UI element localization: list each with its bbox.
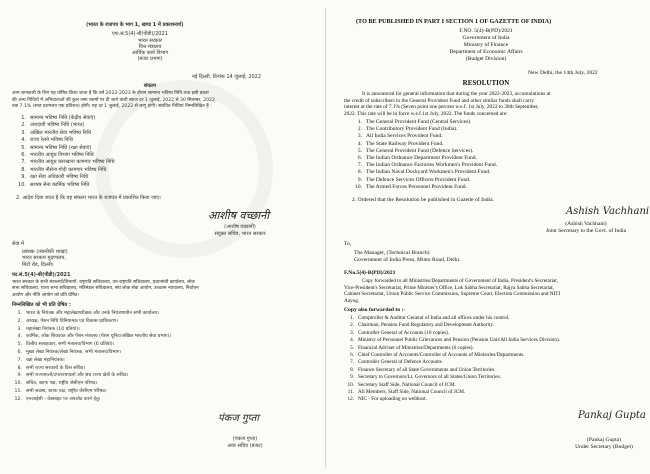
hindi-copy-item: 2. अध्यक्ष, पेंशन निधि विनियामक एवं विकास प्राधिकरण।	[17, 318, 118, 324]
english-fund-item: 10. The Armed Forces Personnel Provident Fund.	[355, 183, 467, 190]
hindi-copy-item: 11. सभी सदस्य, स्टाफ पक्ष, राष्ट्रीय जेसीएम परिषद।	[14, 388, 107, 394]
hindi-signatory-2-desig: अवर सचिव (बजट)	[227, 443, 263, 449]
english-copy-item: 11. All Members, Staff Side, National Council of JCM.	[347, 389, 466, 396]
hindi-para-line: आम जानकारी के लिए यह घोषित किया जाता है कि वर्ष 2022-2023 के दौरान सामान्य भविष्य निधि तथा इसी प्रकार	[12, 91, 209, 96]
english-fund-item: 4. The State Railway Provident Fund.	[357, 140, 444, 147]
english-copy-item: 12. NIC - For uploading on webhost.	[347, 396, 427, 403]
english-signatory-desig: Joint Secretary to the Govt. of India	[545, 228, 627, 234]
hindi-file-no-2: फा.सं.5(4)-बी(पीडी)/2021	[12, 272, 71, 278]
hindi-signature-2: पंकज गुप्ता	[218, 413, 259, 424]
english-file-no-2: F.No.5(4)-B(PD)/2021	[344, 270, 396, 276]
hindi-signatory-desig: संयुक्त सचिव, भारत सरकार	[214, 231, 266, 237]
english-signatory-2-desig: Under Secretary (Budget)	[575, 444, 633, 450]
english-division: (Budget Division)	[465, 56, 507, 62]
english-ministry: Ministry of Finance	[463, 42, 509, 48]
english-fund-list	[352, 119, 497, 191]
hindi-gov: भारत सरकार	[138, 38, 162, 44]
english-para-line: interest at the rate of 7.1% (Seven point one percent w.e.f. 1st July, 2022 to 30th September,	[344, 104, 539, 111]
english-file-no: F.NO. 5(4)-B(PD)/2021	[459, 28, 513, 34]
hindi-copy-line: सभा सचिवालय, राज्य सभा सचिवालय, मंत्रिमंडल सचिवालय, संघ लोक सेवा आयोग, उच्चतम न्यायालय, निर्वाचन	[12, 286, 199, 292]
hindi-signatory-name: (आशीष वच्छानी)	[224, 224, 256, 230]
english-dept: Department of Economic Affairs	[449, 49, 523, 55]
english-copy-item: 2. Chairman, Pension Fund Regulatory and Development Authority.	[350, 322, 494, 329]
hindi-fund-item: 7. भारतीय आयुध कारखाना कामगार भविष्य निधि	[21, 159, 115, 166]
hindi-copy-line: भारत सरकार के सभी मंत्रालयों/विभागों, राष्ट्रपति सचिवालय, उप-राष्ट्रपति सचिवालय, प्रधानमंत्री कार्यालय, लोक	[12, 280, 195, 285]
english-copy-item: 4. Ministry of Personnel Public Grievances and Pension (Pension Unit/All India Services Division).	[350, 337, 560, 344]
hindi-copy-item: 1. भारत के नियंत्रक और महालेखापरीक्षक और उनके नियंत्रणाधीन सभी कार्यालय।	[17, 311, 160, 316]
hindi-copy-item: 9. सभी राज्यपालों/उपराज्यपालों और संघ राज्य क्षेत्रों के सचिव।	[17, 373, 129, 379]
hindi-order: 2. आदेश दिया जाता है कि यह संकल्प भारत के राजपत्र में प्रकाशित किया जाए।	[16, 195, 161, 201]
english-copy-forwarded: Copy also forwarded to :-	[344, 307, 406, 313]
english-signature-2: Pankaj Gupta	[578, 410, 646, 421]
english-fund-item: 6. The Indian Ordnance Department Provident Fund.	[357, 155, 477, 162]
english-copy-item: 3. Controller General of Accounts (10 copies).	[350, 329, 450, 336]
english-signature: Ashish Vachhani	[566, 206, 650, 217]
hindi-copy-paragraph	[12, 280, 322, 299]
english-copy-item: 10. Secretary Staff Side, National Council of JCM.	[347, 381, 456, 388]
hindi-address-line: मिंटो रोड, दिल्ली।	[22, 261, 54, 268]
english-heading: (TO BE PUBLISHED IN PART I SECTION 1 OF GAZETTE OF INDIA)	[356, 18, 552, 25]
hindi-signatory-2-name: (पंकज गुप्ता)	[232, 436, 258, 442]
english-fund-item: 8. The Indian Naval Dockyard Workmen's Provident Fund.	[357, 169, 491, 176]
hindi-to-label: सेवा में	[12, 241, 25, 247]
hindi-copy-item: 5. वित्तीय सलाहकार, सभी मंत्रालय/विभाग (6 प्रतियां)।	[17, 342, 115, 348]
english-copy-line: Vice-President's Secretariat, Prime Minister's Office, Lok Sabha Secretariat, Rajya Sabha Secretariat,	[344, 284, 555, 291]
hindi-fund-item: 10. सशस्त्र सेना कार्मिक भविष्य निधि	[18, 181, 90, 188]
english-fund-item: 5. The General Provident Fund (Defence Services).	[357, 147, 474, 154]
english-copy-item: 9. Secretary to Governors/Lt. Governors of all States/Union Territories.	[350, 374, 501, 381]
english-copy-item: 5. Financial Adviser of Ministries/Departments (6 copies).	[350, 344, 474, 351]
hindi-copy-item: 4. कार्मिक, लोक शिकायत और पेंशन मंत्रालय (पेंशन यूनिट/अखिल भारतीय सेवा प्रभाग)।	[17, 334, 172, 340]
hindi-fund-item: 3. अखिल भारतीय सेवा भविष्य निधि	[21, 129, 92, 136]
hindi-file-no: एफ.सं.5(4)-बी(पीडी)/2021	[112, 31, 168, 37]
english-column	[326, 0, 650, 474]
hindi-address-line: भारत सरकार मुद्रणालय,	[22, 255, 66, 262]
hindi-copy-forwarded: निम्नलिखित को भी प्रति प्रेषित :	[12, 302, 71, 308]
hindi-date: नई दिल्ली, दिनांक 14 जुलाई, 2022	[192, 74, 262, 80]
hindi-copy-item: 12. एनआईसी - वेबसाइट पर अपलोड करने हेतु।	[14, 396, 101, 402]
english-copy-item: 7. Controller General of Defence Accounts	[350, 359, 442, 366]
english-copy-line: Copy forwarded to all Ministries/Departments of Government of India, President's Secretariat,	[362, 278, 558, 284]
hindi-signature: आशीष वच्छानी	[208, 209, 270, 222]
hindi-fund-item: 5. सामान्य भविष्य निधि (रक्षा सेवाएं)	[21, 144, 92, 151]
english-copy-item: 1. Comptroller & Auditor General of India and all offices under his control.	[350, 315, 510, 321]
hindi-copy-item: 3. महालेखा नियंत्रक (10 प्रतियां)।	[17, 326, 80, 332]
english-fund-item: 2. The Contributory Provident Fund (India).	[357, 126, 458, 133]
hindi-fund-item: 1. सामान्य भविष्य निधि (केंद्रीय सेवाएं)	[21, 115, 96, 121]
english-fund-item: 1. The General Provident Fund (Central Services).	[357, 119, 472, 125]
english-address-line: The Manager, (Technical Branch)	[354, 250, 430, 256]
hindi-address-line: प्रबंधक (तकनीकी शाखा)	[22, 249, 68, 255]
english-fund-item: 9. The Defence Services Officers Provident Fund.	[357, 176, 471, 183]
hindi-para-line: तक 7.1% (सात दशमलव एक प्रतिशत) होगी। यह दर 1 जुलाई, 2022 से लागू होगी। संबंधित निधियां निम्नलिखित हैं :	[12, 104, 212, 110]
hindi-fund-item: 8. भारतीय नौसेना गोदी कामगार भविष्य निधि	[21, 166, 107, 173]
english-copy-item: 6. Chief Controller of Accounts/Controller of Accounts of Ministries/Departments.	[350, 352, 525, 359]
hindi-para-line: की अन्य निधियों में अभिदाताओं की कुल जमा रकमों पर दी जाने वाली ब्याज दर 1 जुलाई, 2022 से 30 सितम्बर, 2022	[12, 97, 215, 103]
hindi-ministry: वित्त मंत्रालय	[138, 44, 162, 50]
hindi-copy-item: 8. सभी राज्य सरकारों के वित्त सचिव।	[17, 365, 86, 371]
hindi-paragraph	[12, 91, 317, 111]
english-signatory-2-name: (Pankaj Gupta)	[586, 437, 622, 443]
hindi-copy-line: आयोग और नीति आयोग को प्रति प्रेषित।	[12, 292, 80, 298]
english-copy-line: Cabinet Secretariat, Union Public Service Commission, Supreme Court, Election Commission and NITI	[344, 291, 561, 298]
english-to-address	[354, 250, 460, 263]
english-address-line: Government of India Press, Minto Road, Delhi.	[354, 256, 461, 263]
hindi-dept: आर्थिक कार्य विभाग	[131, 50, 169, 56]
english-signatory-name: (Ashish Vachhani)	[565, 221, 607, 227]
english-copy-item: 8. Finance Secretary of all State Governments and Union Territories.	[350, 366, 496, 373]
hindi-copy-item: 7. रक्षा लेखा महानियंत्रक।	[17, 357, 65, 363]
hindi-fund-list	[16, 115, 115, 189]
hindi-fund-item: 2. अंशदायी भविष्य निधि (भारत)	[21, 122, 85, 129]
english-para-line: It is announced for general information that during the year 2022-2023, accumulations at	[362, 91, 551, 97]
english-fund-item: 7. The Indian Ordnance Factories Workmen's Provident Fund.	[357, 162, 498, 169]
hindi-to-address	[22, 249, 68, 268]
hindi-copy-item: 10. सचिव, स्टाफ पक्ष, राष्ट्रीय जेसीएम परिषद।	[14, 381, 98, 387]
hindi-heading: (भारत के राजपत्र के भाग 1, खण्ड 1 में प्रकाशनार्थ)	[86, 22, 184, 28]
hindi-fund-item: 4. राज्य रेलवे भविष्य निधि	[21, 137, 73, 144]
english-paragraph	[344, 91, 644, 117]
hindi-copy-list	[12, 310, 171, 404]
english-gov: Government of India	[462, 35, 510, 41]
english-fund-item: 3. All India Services Provident Fund.	[357, 133, 443, 140]
english-order: 2. Ordered that the Resolution be published in Gazette of India.	[352, 197, 494, 203]
english-copy-paragraph	[344, 278, 644, 304]
english-para-line: 2022. This rate will be in force w.e.f.1st July, 2022. The funds concerned are:	[344, 110, 508, 117]
hindi-division: (बजट प्रभाग)	[137, 56, 163, 62]
hindi-fund-item: 6. भारतीय आयुध विभाग भविष्य निधि	[21, 152, 94, 159]
english-date: New Delhi, the 14th July, 2022	[528, 70, 598, 76]
english-para-line: the credit of subscribers to the General Provident Fund and other similar funds shall carry	[344, 97, 535, 104]
hindi-fund-item: 9. रक्षा सेवा अधिकारी भविष्य निधि	[21, 174, 89, 181]
english-title: RESOLUTION	[462, 79, 510, 87]
english-to-label: To,	[344, 241, 352, 247]
english-copy-line: Aayog.	[344, 297, 360, 304]
english-copy-list	[344, 315, 560, 404]
hindi-copy-item: 6. मुख्य लेखा नियंत्रक/लेखा नियंत्रक, सभी मंत्रालय/विभाग।	[17, 349, 122, 355]
hindi-title: संकल्प	[143, 83, 157, 89]
